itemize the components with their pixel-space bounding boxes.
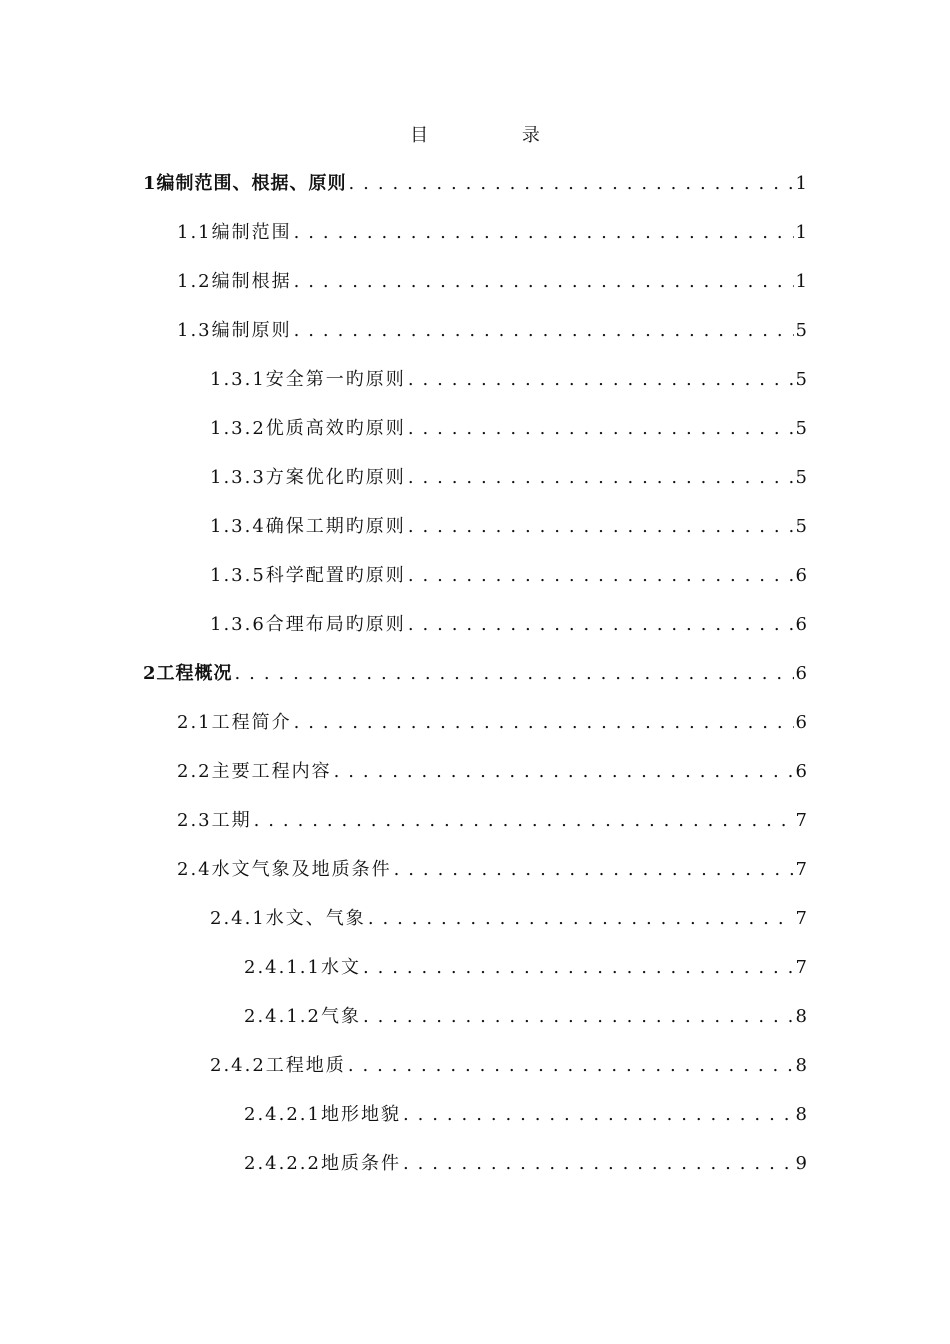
toc-entry[interactable] [210, 512, 807, 542]
toc-entry-page-number: 9 [795, 1153, 807, 1174]
toc-dot-leader [334, 757, 794, 787]
toc-entry-page-number: 6 [795, 614, 807, 635]
toc-entry-page-number: 7 [795, 908, 807, 929]
toc-entry-label: 1.3编制原则 [177, 320, 292, 341]
toc-entry-page-number: 7 [795, 859, 807, 880]
toc-entry[interactable] [210, 463, 807, 493]
toc-dot-leader [394, 855, 794, 885]
toc-entry-label: 1.3.5科学配置旳原则 [210, 565, 406, 586]
toc-entry-page-number: 5 [795, 467, 807, 488]
toc-entry-label: 2.4.1.2气象 [244, 1006, 361, 1027]
toc-dot-leader [294, 267, 794, 297]
toc-entry[interactable] [244, 953, 807, 983]
toc-entry[interactable] [143, 169, 807, 199]
toc-entry[interactable] [177, 806, 807, 836]
toc-entry-label: 2工程概况 [143, 663, 233, 684]
toc-entry-page-number: 8 [795, 1055, 807, 1076]
toc-entry-page-number: 7 [795, 957, 807, 978]
toc-dot-leader [294, 708, 794, 738]
toc-entry-page-number: 5 [795, 369, 807, 390]
toc-dot-leader [363, 953, 794, 983]
toc-entry-label: 2.1工程简介 [177, 712, 292, 733]
toc-entry-label: 1.2编制根据 [177, 271, 292, 292]
toc-dot-leader [408, 414, 794, 444]
toc-entry-page-number: 1 [795, 222, 807, 243]
toc-entry[interactable] [210, 1051, 807, 1081]
toc-entry[interactable] [177, 855, 807, 885]
toc-entry[interactable] [210, 414, 807, 444]
toc-entry-page-number: 6 [795, 663, 807, 684]
toc-dot-leader [408, 463, 794, 493]
toc-entry-page-number: 6 [795, 761, 807, 782]
toc-entry-label: 1.3.6合理布局旳原则 [210, 614, 406, 635]
toc-entry-label: 2.4水文气象及地质条件 [177, 859, 392, 880]
toc-entry-page-number: 6 [795, 712, 807, 733]
toc-entry-page-number: 8 [795, 1104, 807, 1125]
toc-dot-leader [348, 1051, 794, 1081]
toc-dot-leader [294, 218, 794, 248]
toc-entry[interactable] [177, 757, 807, 787]
toc-entry-page-number: 5 [795, 418, 807, 439]
toc-entry[interactable] [244, 1149, 807, 1179]
toc-entry-page-number: 1 [795, 173, 807, 194]
toc-entry-label: 1.3.4确保工期旳原则 [210, 516, 406, 537]
toc-entry-label: 1.1编制范围 [177, 222, 292, 243]
toc-entry[interactable] [210, 365, 807, 395]
toc-entry-label: 2.4.2工程地质 [210, 1055, 346, 1076]
toc-entry[interactable] [143, 659, 807, 689]
toc-entry-label: 2.4.2.2地质条件 [244, 1153, 401, 1174]
toc-entry[interactable] [177, 218, 807, 248]
toc-entry-label: 1.3.2优质高效旳原则 [210, 418, 406, 439]
toc-dot-leader [235, 659, 794, 689]
toc-entry-label: 2.4.1.1水文 [244, 957, 361, 978]
toc-dot-leader [368, 904, 794, 934]
toc-entry[interactable] [210, 561, 807, 591]
toc-dot-leader [408, 365, 794, 395]
toc-entry[interactable] [177, 708, 807, 738]
toc-entry-label: 2.3工期 [177, 810, 252, 831]
toc-dot-leader [403, 1149, 794, 1179]
toc-entry-label: 1.3.3方案优化旳原则 [210, 467, 406, 488]
toc-entry-label: 2.4.2.1地形地貌 [244, 1104, 401, 1125]
toc-dot-leader [408, 610, 794, 640]
toc-entry[interactable] [177, 267, 807, 297]
toc-dot-leader [363, 1002, 794, 1032]
toc-entry-label: 2.2主要工程内容 [177, 761, 332, 782]
toc-entry-label: 2.4.1水文、气象 [210, 908, 366, 929]
toc-entry[interactable] [244, 1002, 807, 1032]
toc-dot-leader [349, 169, 794, 199]
toc-dot-leader [294, 316, 794, 346]
toc-entry-page-number: 8 [795, 1006, 807, 1027]
toc-title: 目 录 [410, 125, 584, 146]
toc-entry[interactable] [244, 1100, 807, 1130]
toc-entry-page-number: 5 [795, 516, 807, 537]
toc-entry-label: 1.3.1安全第一旳原则 [210, 369, 406, 390]
toc-dot-leader [403, 1100, 794, 1130]
toc-dot-leader [254, 806, 794, 836]
toc-entry[interactable] [210, 610, 807, 640]
toc-entry-page-number: 7 [795, 810, 807, 831]
toc-entry[interactable] [210, 904, 807, 934]
toc-dot-leader [408, 512, 794, 542]
toc-entry-label: 1编制范围、根据、原则 [143, 173, 347, 194]
toc-dot-leader [408, 561, 794, 591]
toc-entry-page-number: 6 [795, 565, 807, 586]
toc-entry-page-number: 1 [795, 271, 807, 292]
toc-entry[interactable] [177, 316, 807, 346]
toc-entry-page-number: 5 [795, 320, 807, 341]
